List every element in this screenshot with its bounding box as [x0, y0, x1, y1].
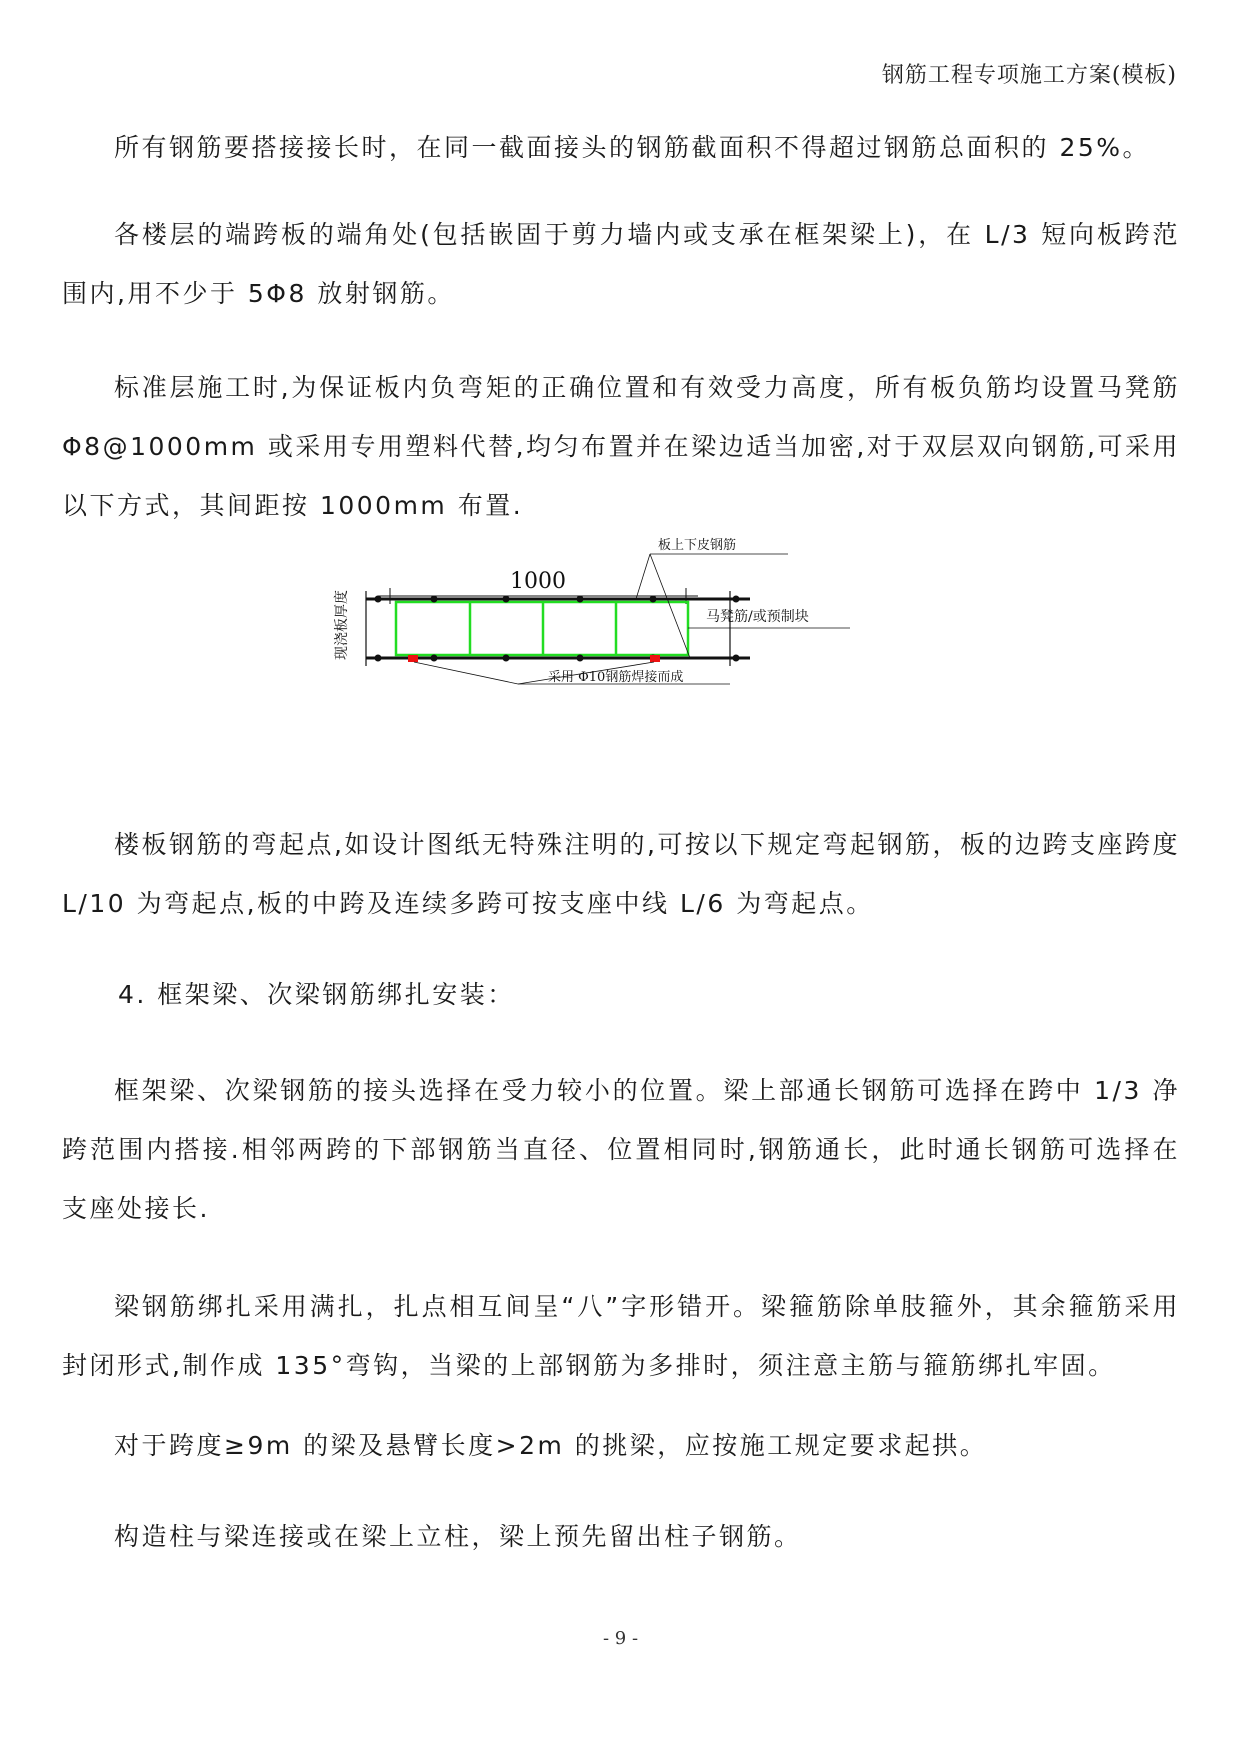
support-block-left [408, 655, 418, 662]
rebar-dots [375, 596, 740, 662]
slab-thickness-label: 现浇板厚度 [334, 590, 350, 660]
paragraph-beam-tying: 梁钢筋绑扎采用满扎，扎点相互间呈“八”字形错开。梁箍筋除单肢箍外，其余箍筋采用封闭形式,制作成 135°弯钩，当梁的上部钢筋为多排时，须注意主筋与箍筋绑扎牢固。 [62, 1292, 1180, 1380]
page-number: - 9 - [602, 1628, 639, 1649]
chair-bar-diagram [334, 538, 978, 796]
section-heading-beam-rebar: 4. 框架梁、次梁钢筋绑扎安装： [118, 980, 515, 1009]
weld-label: 采用 Φ10钢筋焊接而成 [548, 670, 684, 685]
paragraph-corner-radial-bars: 各楼层的端跨板的端角处(包括嵌固于剪力墙内或支承在框架梁上)，在 L/3 短向板跨范围内,用不少于 5Φ8 放射钢筋。 [62, 220, 1180, 308]
dimension-label: 1000 [510, 569, 566, 594]
paragraph-bend-points: 楼板钢筋的弯起点,如设计图纸无特殊注明的,可按以下规定弯起钢筋，板的边跨支座跨度 L/10 为弯起点,板的中跨及连续多跨可按支座中线 L/6 为弯起点。 [62, 830, 1180, 918]
top-bottom-rebar-label: 板上下皮钢筋 [658, 538, 737, 553]
paragraph-constructional-column: 构造柱与梁连接或在梁上立柱，梁上预先留出柱子钢筋。 [114, 1522, 802, 1551]
paragraph-lap-splice: 所有钢筋要搭接接长时，在同一截面接头的钢筋截面积不得超过钢筋总面积的 25%。 [114, 133, 1151, 162]
paragraph-chair-bars: 标准层施工时,为保证板内负弯矩的正确位置和有效受力高度，所有板负筋均设置马凳筋Φ8@1000mm 或采用专用塑料代替,均匀布置并在梁边适当加密,对于双层双向钢筋,可采用以下方式，其间距按 1000mm 布置. [62, 373, 1180, 520]
chair-frame [396, 602, 688, 655]
document-header: 钢筋工程专项施工方案(模板) [881, 63, 1177, 88]
support-block-right [650, 655, 660, 662]
paragraph-beam-splice: 框架梁、次梁钢筋的接头选择在受力较小的位置。梁上部通长钢筋可选择在跨中 1/3 净跨范围内搭接.相邻两跨的下部钢筋当直径、位置相同时,钢筋通长，此时通长钢筋可选择在支座处接长. [62, 1076, 1180, 1223]
paragraph-camber: 对于跨度≥9m 的梁及悬臂长度>2m 的挑梁，应按施工规定要求起拱。 [114, 1431, 988, 1460]
chair-bar-label: 马凳筋/或预制块 [706, 609, 809, 625]
